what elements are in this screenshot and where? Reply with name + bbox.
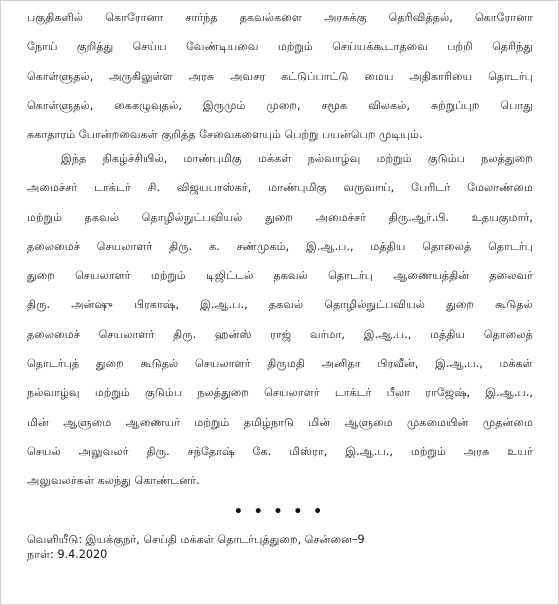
paragraph-line xyxy=(27,408,533,437)
word: மத்திய xyxy=(430,327,466,341)
word: தமிழ்நாடு xyxy=(243,415,295,429)
word: செயலாளர் xyxy=(264,386,320,400)
word: மற்றும் xyxy=(277,40,313,54)
word: நல்வாழ்வு xyxy=(307,152,361,165)
word: தெரிவித்தல், xyxy=(388,11,453,24)
word: கொள்ளுதல், xyxy=(27,98,94,112)
word: உதயகுமார், xyxy=(471,210,533,224)
word: பற்றி xyxy=(447,40,473,54)
word: மற்றும் xyxy=(410,444,446,458)
word: தொடர்புத் xyxy=(27,357,80,371)
release-issuer: வெளியீடு: இயக்குநர், செய்தி மக்கள் தொடர்புத்துறை, சென்னை–9 xyxy=(27,533,365,546)
word: கொள்ளுதல், xyxy=(27,69,94,83)
word: மக்கள் xyxy=(258,152,292,165)
word: ஆணையர் xyxy=(125,415,181,429)
word: மின் xyxy=(27,415,49,429)
word: ஹன்ஸ் xyxy=(214,327,252,341)
word: வேண்டியவை xyxy=(185,40,259,54)
section-separator: • • • • • xyxy=(233,504,326,520)
paragraph-line xyxy=(27,290,533,319)
word: தெரிந்து xyxy=(492,40,533,54)
word: மற்றும் xyxy=(194,415,230,429)
word: க. xyxy=(209,239,220,253)
word: தலைமைச் xyxy=(27,239,80,253)
word: இ.ஆ.ப., xyxy=(485,386,533,400)
word: முறை, xyxy=(266,98,301,112)
word: தகவல் xyxy=(84,210,120,224)
paragraph-line xyxy=(27,32,533,61)
word: செயலாளர் xyxy=(195,357,251,371)
paragraph-line xyxy=(27,320,533,349)
word: டிஜிட்டல் xyxy=(205,269,254,283)
word: ஆணையத்தின் xyxy=(393,269,470,283)
word: திரு. xyxy=(146,444,170,458)
word: அமைச்சர் xyxy=(27,181,78,195)
word: இ.ஆ.ப., xyxy=(363,327,412,341)
word: சி. xyxy=(147,181,161,195)
word: நிகழ்ச்சியில், xyxy=(102,152,168,165)
word: துறை xyxy=(95,357,124,371)
word: இ.ஆ.ப., xyxy=(200,298,248,312)
word: ராஜேஷ், xyxy=(425,386,471,400)
word: செயலாளர் xyxy=(96,239,153,253)
word: பேரிடர் xyxy=(411,181,451,195)
word: மாண்புமிகு xyxy=(183,152,242,165)
word: குடும்ப xyxy=(145,386,183,400)
word: செய்யக்கூடாதவை xyxy=(332,40,428,54)
word: மக்கள் xyxy=(499,357,533,371)
paragraph-line xyxy=(27,173,533,202)
word: வர்மா, xyxy=(310,327,345,341)
paragraph-line: அலுவலர்கள் கலந்து கொண்டனர். xyxy=(27,474,200,488)
word: மிஸ்ரா, xyxy=(289,444,328,458)
word: அலுவலர் xyxy=(78,444,129,458)
word: ராஜ் xyxy=(270,327,292,341)
word: துறை xyxy=(446,298,475,312)
word: கட்டுப்பாட்டு xyxy=(281,69,349,83)
word: மாண்புமிகு xyxy=(268,181,327,195)
word: விஜயபாஸ்கர், xyxy=(176,181,252,195)
word: நலத்துறை xyxy=(197,386,249,400)
word: திரு.ஆர்.பி. xyxy=(388,210,450,224)
word: அமைச்சர் xyxy=(315,210,366,224)
word: குடும்ப xyxy=(427,152,466,165)
word: மற்றும் xyxy=(27,210,62,224)
paragraph-attendees xyxy=(27,144,533,496)
word: இ.ஆ.ப., xyxy=(345,444,393,458)
word: அவசர xyxy=(230,69,266,83)
word: அரசுக்கு xyxy=(324,11,367,24)
word: தொலைத் xyxy=(422,239,472,253)
word: தொழில்நுட்பவியல் xyxy=(324,298,426,312)
word: பொது xyxy=(500,98,533,112)
word: முதன்மை xyxy=(482,415,533,429)
word: சண்முகம், xyxy=(236,239,290,253)
word: திரு. xyxy=(173,327,197,341)
word: தலைமைச் xyxy=(27,327,80,341)
word: மத்திய xyxy=(370,239,406,253)
word: இருமும் xyxy=(202,98,246,112)
paragraph-services xyxy=(27,3,533,149)
word: மற்றும் xyxy=(94,386,130,400)
word: திரு. xyxy=(169,239,193,253)
word: பீலா xyxy=(386,386,411,400)
word: டாக்டர் xyxy=(334,386,372,400)
word: மின் xyxy=(308,415,331,429)
paragraph-line xyxy=(27,349,533,378)
paragraph-line xyxy=(27,91,533,120)
word: பகுதிகளில் xyxy=(27,11,84,24)
paragraph-line: சுகாதாரம் போன்றவைகள் குறித்த சேவைகளையும் பெற்று பயன்பெற முடியும். xyxy=(27,128,423,142)
paragraph-line xyxy=(27,378,533,407)
word: கொரோனா xyxy=(105,11,164,24)
word: தகவல் xyxy=(268,298,304,312)
word: இ.ஆ.ப., xyxy=(435,357,483,371)
word: சுற்றுப்புற xyxy=(430,98,480,112)
word: சந்தோஷ் xyxy=(187,444,235,458)
word: தொழில்நுட்பவியல் xyxy=(141,210,243,224)
word: மற்றும் xyxy=(376,152,412,165)
word: இந்த xyxy=(61,152,87,165)
word: டாக்டர் xyxy=(94,181,131,195)
word: பிரவீன், xyxy=(377,357,419,371)
word: திருமதி xyxy=(267,357,305,371)
word: தகவல்களை xyxy=(239,11,302,24)
word: கே. xyxy=(252,444,272,458)
word: துறை xyxy=(265,210,294,224)
word: கூடுதல் xyxy=(140,357,179,371)
word: இ.ஆ.ப., xyxy=(305,239,354,253)
word: விலகல், xyxy=(368,98,411,112)
word: ஆளுமை xyxy=(344,415,393,429)
word: நல்வாழ்வு xyxy=(27,386,80,400)
release-footer xyxy=(27,532,365,562)
word: சமூக xyxy=(321,98,348,112)
word: உயர் xyxy=(507,444,533,458)
word: கூடுதல் xyxy=(495,298,533,312)
word: அரசு xyxy=(188,69,215,83)
release-date: நாள்: 9.4.2020 xyxy=(27,548,108,561)
paragraph-line xyxy=(27,261,533,290)
word: செயல் xyxy=(27,444,61,458)
word: செயலாளர் xyxy=(98,327,155,341)
word: பிரகாஷ், xyxy=(133,298,179,312)
word: குறித்து xyxy=(76,40,114,54)
paragraph-line xyxy=(27,203,533,232)
paragraph-line xyxy=(27,437,533,466)
word: அருகிலுள்ள xyxy=(109,69,173,83)
word: தொடர்பு xyxy=(488,69,533,83)
word: மேலாண்மை xyxy=(467,181,533,195)
word: சார்ந்த xyxy=(185,11,218,24)
paragraph-line xyxy=(27,144,533,173)
word: அரசு xyxy=(463,444,490,458)
word: தகவல் xyxy=(273,269,308,283)
word: ஆளுமை xyxy=(63,415,112,429)
word: கொரோனா xyxy=(474,11,533,24)
word: துறை xyxy=(27,269,55,283)
paragraph-line xyxy=(27,3,533,32)
word: மைய xyxy=(364,69,394,83)
word: கைகழுவுதல், xyxy=(114,98,182,112)
word: செய்ய xyxy=(132,40,167,54)
word: தொடர்பு xyxy=(488,239,533,253)
word: தொடர்பு xyxy=(328,269,374,283)
word: அதிகாரியை xyxy=(409,69,473,83)
word: செயலாளர் xyxy=(75,269,131,283)
word: அனிதா xyxy=(321,357,361,371)
word: தலைவர் xyxy=(489,269,533,283)
word: வருவாய், xyxy=(343,181,395,195)
paragraph-line xyxy=(27,232,533,261)
paragraph-line xyxy=(27,62,533,91)
word: திரு. xyxy=(27,298,51,312)
word: மற்றும் xyxy=(150,269,186,283)
word: நோய் xyxy=(27,40,58,54)
word: அன்ஷு xyxy=(71,298,113,312)
word: தொலைத் xyxy=(483,327,533,341)
word: முகமையின் xyxy=(407,415,469,429)
word: நலத்துறை xyxy=(481,152,533,165)
